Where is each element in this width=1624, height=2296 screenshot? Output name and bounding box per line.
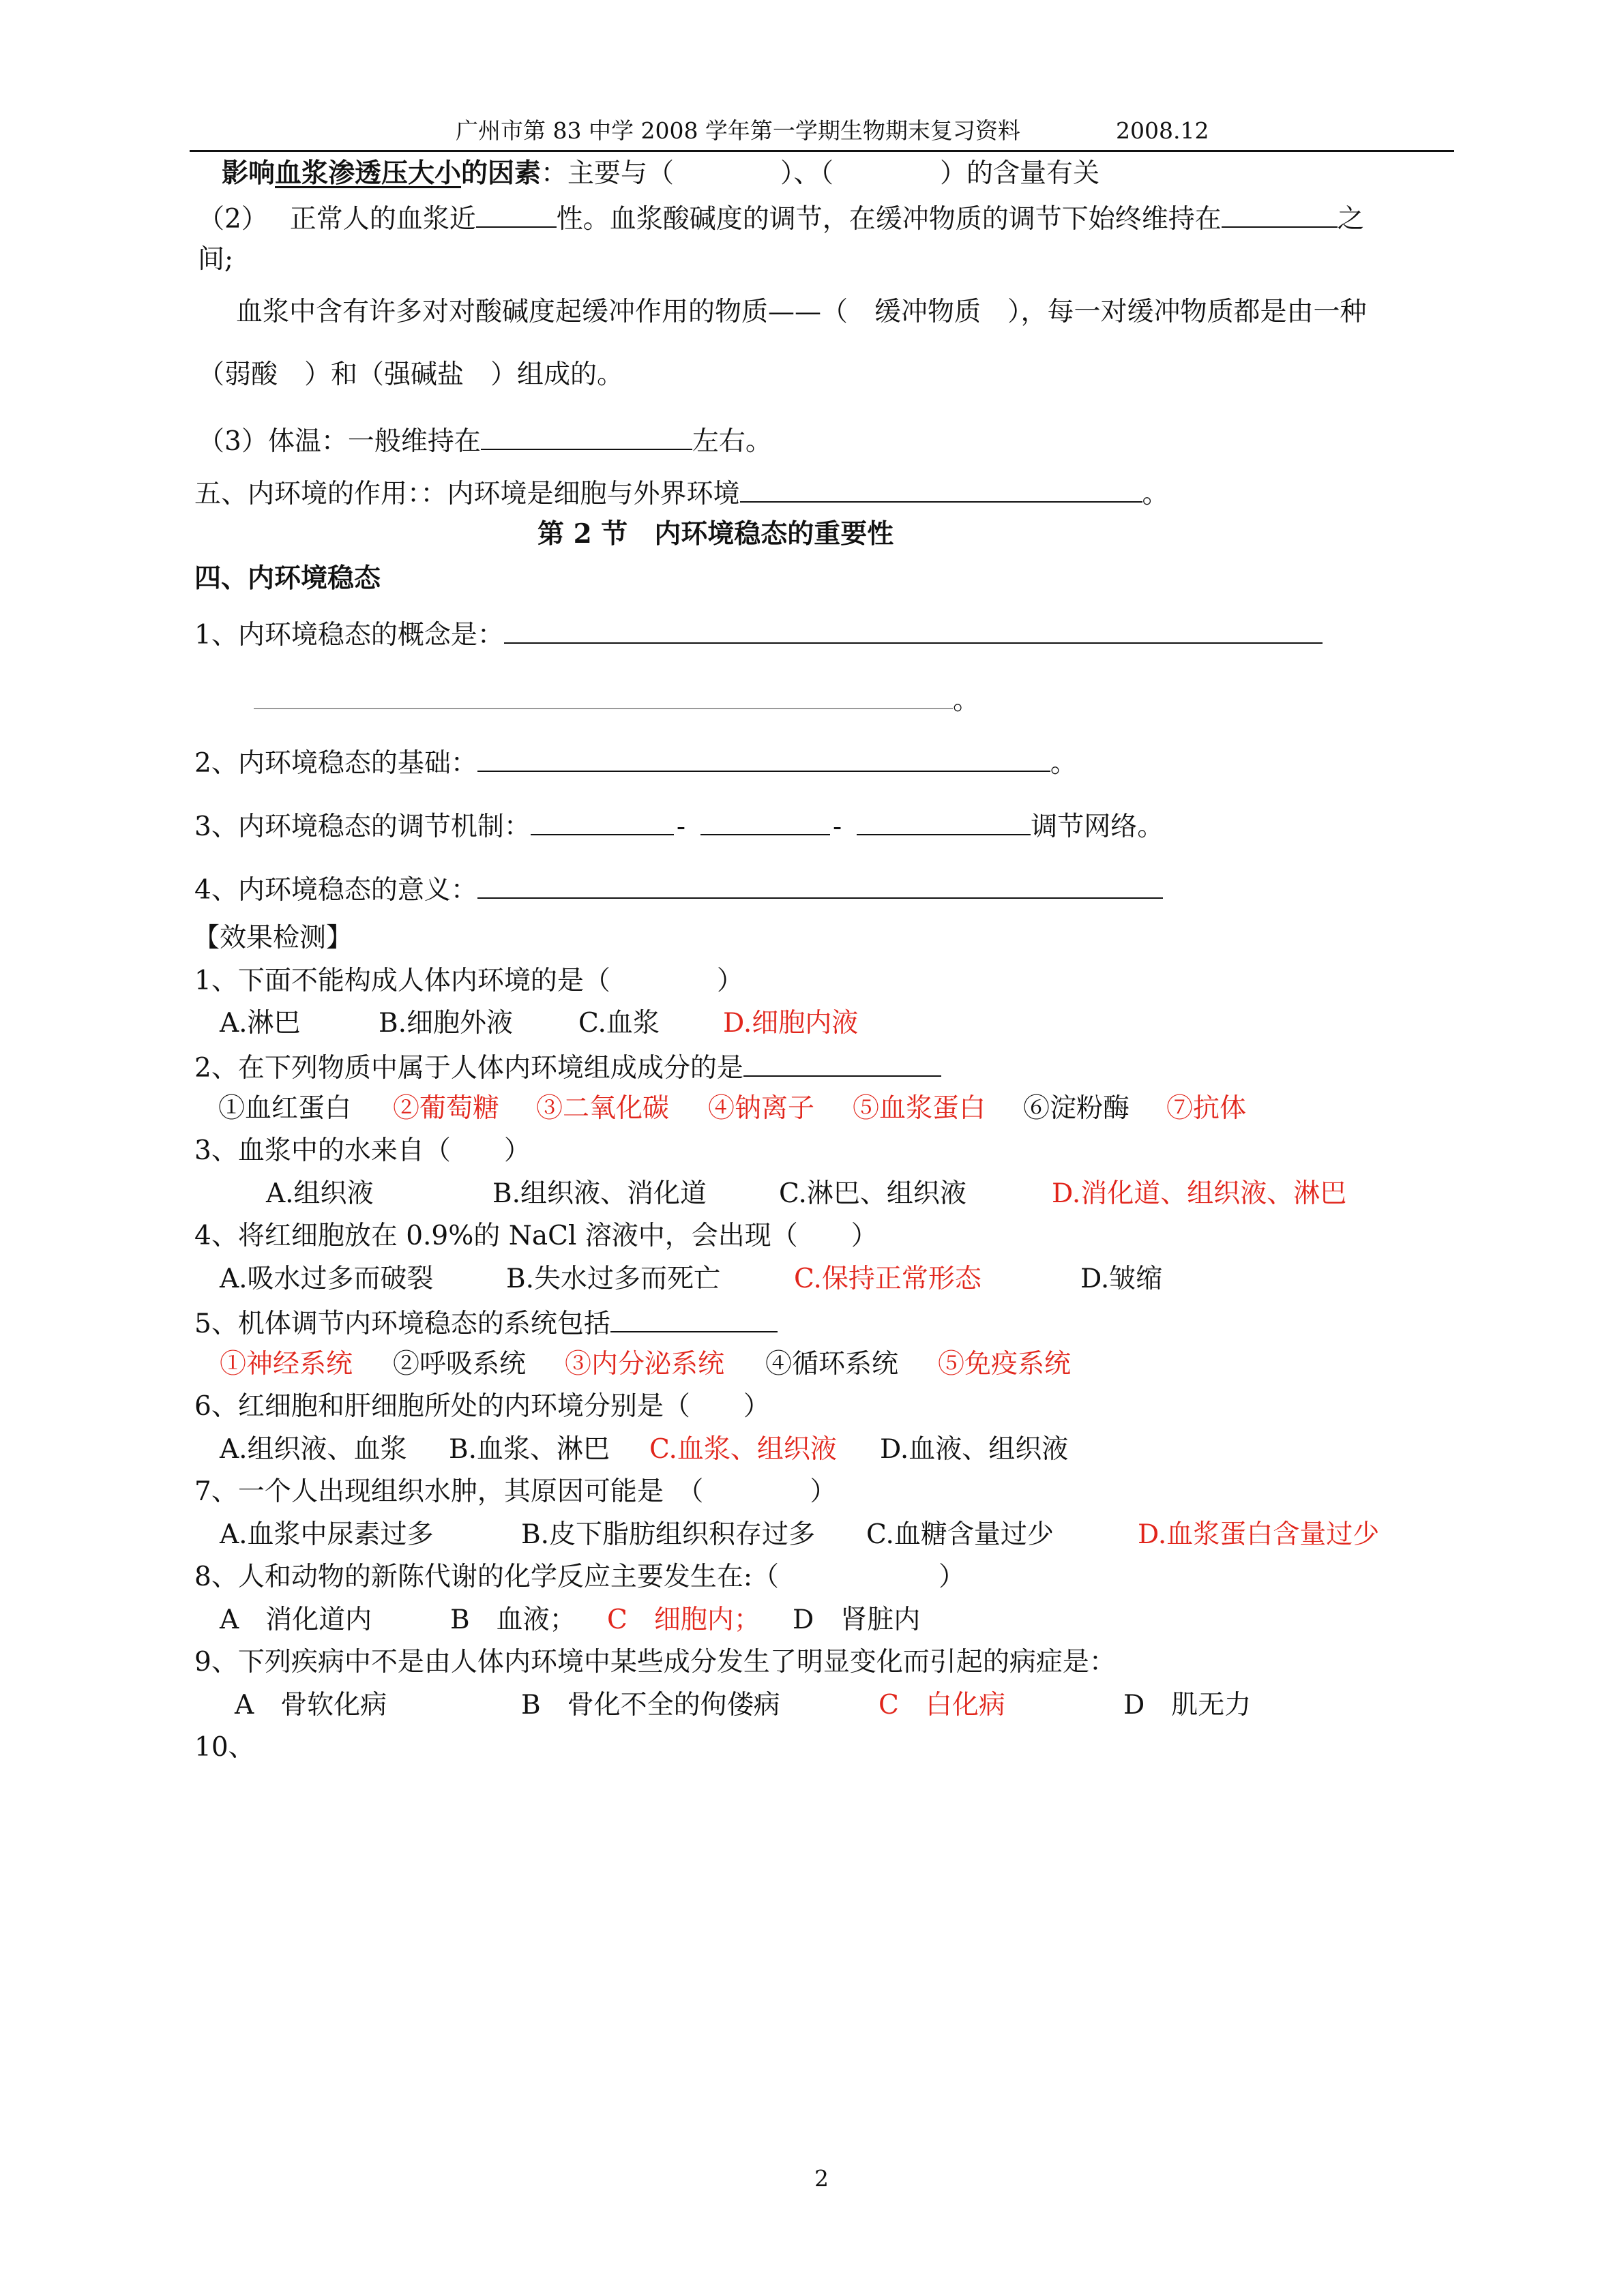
quiz-q1-option-a[interactable]: A.淋巴 <box>220 1008 301 1039</box>
quiz-q4-option-c[interactable]: C.保持正常形态 <box>794 1264 981 1294</box>
page-number: 2 <box>814 2165 829 2192</box>
text-function-b: 。 <box>1142 479 1169 509</box>
blank-mechanism-2[interactable] <box>700 807 830 835</box>
significance-line <box>194 870 1163 908</box>
text-concept: 1、内环境稳态的概念是： <box>194 620 504 651</box>
quiz-q9-stem: 9、下列疾病中不是由人体内环境中某些成分发生了明显变化而引起的病症是： <box>194 1647 1116 1678</box>
quiz-q9-option-a[interactable]: A 骨软化病 <box>235 1690 387 1720</box>
quiz-q8-option-b[interactable]: B 血液； <box>450 1605 576 1635</box>
text-factors-rest: ：主要与（ ）、（ ）的含量有关 <box>541 158 1100 189</box>
quiz-q3-option-d[interactable]: D.消化道、组织液、淋巴 <box>1052 1178 1347 1209</box>
test-heading: 【效果检测】 <box>193 923 353 953</box>
blank-temperature[interactable] <box>481 421 692 450</box>
blank-ph[interactable] <box>476 199 557 228</box>
quiz-q7-option-b[interactable]: B.皮下脂肪组织积存过多 <box>521 1519 816 1550</box>
text-concept-end: 。 <box>953 685 980 716</box>
quiz-q2-stem-line <box>194 1048 941 1086</box>
quiz-q2-option-6[interactable]: ⑥淀粉酶 <box>1023 1093 1130 1124</box>
ph-line <box>198 199 1364 237</box>
quiz-q5-option-3[interactable]: ③内分泌系统 <box>565 1349 725 1380</box>
quiz-q7-option-d[interactable]: D.血浆蛋白含量过少 <box>1138 1519 1380 1550</box>
quiz-q3-option-c[interactable]: C.淋巴、组织液 <box>779 1178 966 1209</box>
quiz-q2-option-2[interactable]: ②葡萄糖 <box>393 1093 500 1124</box>
text-basis-end: 。 <box>1050 748 1077 779</box>
quiz-q9-option-d[interactable]: D 肌无力 <box>1123 1690 1252 1720</box>
text-ph-a: （2） 正常人的血浆近 <box>198 204 476 235</box>
header-rule <box>190 150 1454 152</box>
quiz-q4-option-a[interactable]: A.吸水过多而破裂 <box>220 1264 434 1294</box>
quiz-q5-option-4[interactable]: ④循环系统 <box>765 1349 899 1380</box>
concept-line <box>194 615 1323 653</box>
text-temp-b: 左右。 <box>692 426 772 457</box>
text-ph-c: 之 <box>1337 204 1364 235</box>
blank-function[interactable] <box>740 474 1142 503</box>
quiz-q1-option-d[interactable]: D.细胞内液 <box>723 1008 859 1039</box>
quiz-q4-option-b[interactable]: B.失水过多而死亡 <box>506 1264 721 1294</box>
quiz-q9-option-b[interactable]: B 骨化不全的佝偻病 <box>521 1690 780 1720</box>
blank-basis[interactable] <box>477 743 1050 772</box>
text-temp-a: （3）体温：一般维持在 <box>198 426 481 457</box>
quiz-q2-option-1[interactable]: ①血红蛋白 <box>218 1093 352 1124</box>
quiz-q6-stem: 6、红细胞和肝细胞所处的内环境分别是（ ） <box>194 1391 770 1422</box>
blank-quiz-q2[interactable] <box>743 1048 941 1077</box>
quiz-q4-option-d[interactable]: D.皱缩 <box>1080 1264 1163 1294</box>
quiz-q9-option-c[interactable]: C 白化病 <box>879 1690 1005 1720</box>
ph-line-cont: 间; <box>198 244 234 275</box>
quiz-q3-option-b[interactable]: B.组织液、消化道 <box>492 1178 707 1209</box>
quiz-q3-stem: 3、血浆中的水来自（ ） <box>194 1135 531 1166</box>
osmotic-factors-line <box>222 155 1099 192</box>
quiz-q6-option-d[interactable]: D.血液、组织液 <box>880 1434 1069 1465</box>
quiz-q3-option-a[interactable]: A.组织液 <box>266 1178 374 1209</box>
quiz-q5-option-2[interactable]: ②呼吸系统 <box>393 1349 527 1380</box>
quiz-q6-option-b[interactable]: B.血浆、淋巴 <box>449 1434 610 1465</box>
buffer-line-cont: （弱酸 ）和（强碱盐 ）组成的。 <box>198 359 624 390</box>
mechanism-line <box>194 807 1164 845</box>
text-plasma-osmotic: 血浆渗透压大小 <box>275 158 462 189</box>
quiz-q7-option-a[interactable]: A.血浆中尿素过多 <box>220 1519 434 1550</box>
quiz-q6-option-c[interactable]: C.血浆、组织液 <box>649 1434 837 1465</box>
quiz-q5-option-5[interactable]: ⑤免疫系统 <box>938 1349 1072 1380</box>
quiz-q1-stem: 1、下面不能构成人体内环境的是（ ） <box>194 966 743 996</box>
quiz-q5-option-1[interactable]: ①神经系统 <box>220 1349 353 1380</box>
text-function-a: 五、内环境的作用：：内环境是细胞与外界环境 <box>194 479 740 509</box>
text-ph-b: 性。血浆酸碱度的调节，在缓冲物质的调节下始终维持在 <box>556 204 1222 235</box>
blank-ph-range[interactable] <box>1222 199 1338 228</box>
quiz-q2-option-7[interactable]: ⑦抗体 <box>1166 1093 1247 1124</box>
blank-quiz-q5[interactable] <box>610 1304 778 1332</box>
blank-concept-1[interactable] <box>504 615 1323 644</box>
quiz-q4-stem: 4、将红细胞放在 0.9%的 NaCl 溶液中，会出现（ ） <box>194 1221 878 1251</box>
blank-mechanism-3[interactable] <box>857 807 1031 835</box>
function-line <box>194 474 1169 512</box>
quiz-q8-stem: 8、人和动物的新陈代谢的化学反应主要发生在:（ ） <box>194 1562 965 1592</box>
header-title: 广州市第 83 中学 2008 学年第一学期生物期末复习资料 <box>456 117 1020 144</box>
quiz-q2-option-4[interactable]: ④钠离子 <box>708 1093 815 1124</box>
blank-significance[interactable] <box>477 870 1163 899</box>
basis-line <box>194 743 1077 781</box>
quiz-q7-stem: 7、一个人出现组织水肿，其原因可能是 （ ） <box>194 1476 837 1507</box>
buffer-line: 血浆中含有许多对对酸碱度起缓冲作用的物质——（ 缓冲物质 ），每一对缓冲物质都是由一种 <box>236 297 1367 327</box>
text-affect: 影响 <box>222 158 276 189</box>
quiz-q5-stem: 5、机体调节内环境稳态的系统包括 <box>194 1309 610 1339</box>
quiz-q8-option-a[interactable]: A 消化道内 <box>220 1605 372 1635</box>
quiz-q1-option-b[interactable]: B.细胞外液 <box>379 1008 514 1039</box>
quiz-q1-option-c[interactable]: C.血浆 <box>578 1008 660 1039</box>
quiz-q2-option-5[interactable]: ⑤血浆蛋白 <box>853 1093 986 1124</box>
text-mechanism: 3、内环境稳态的调节机制： <box>194 811 531 842</box>
text-factors: 的因素 <box>461 158 542 189</box>
text-dash-2: - <box>833 811 842 842</box>
quiz-q8-option-c[interactable]: C 细胞内； <box>607 1605 761 1635</box>
temperature-line <box>198 421 772 460</box>
text-mechanism-end: 调节网络。 <box>1031 811 1164 842</box>
quiz-q7-option-c[interactable]: C.血糖含量过少 <box>866 1519 1054 1550</box>
header-date: 2008.12 <box>1116 117 1209 144</box>
concept-line-2 <box>254 681 979 719</box>
quiz-q8-option-d[interactable]: D 肾脏内 <box>793 1605 921 1635</box>
section-title: 第 2 节 内环境稳态的重要性 <box>537 518 894 550</box>
quiz-q10-stem: 10、 <box>194 1732 255 1763</box>
heading-homeostasis: 四、内环境稳态 <box>194 563 381 594</box>
quiz-q6-option-a[interactable]: A.组织液、血浆 <box>220 1434 407 1465</box>
blank-mechanism-1[interactable] <box>531 807 674 835</box>
text-dash-1: - <box>676 811 686 842</box>
text-basis: 2、内环境稳态的基础： <box>194 748 477 779</box>
quiz-q2-stem: 2、在下列物质中属于人体内环境组成成分的是 <box>194 1053 743 1084</box>
quiz-q5-stem-line <box>194 1304 778 1342</box>
blank-concept-2[interactable] <box>254 681 953 709</box>
quiz-q2-option-3[interactable]: ③二氧化碳 <box>536 1093 670 1124</box>
text-significance: 4、内环境稳态的意义： <box>194 875 477 906</box>
